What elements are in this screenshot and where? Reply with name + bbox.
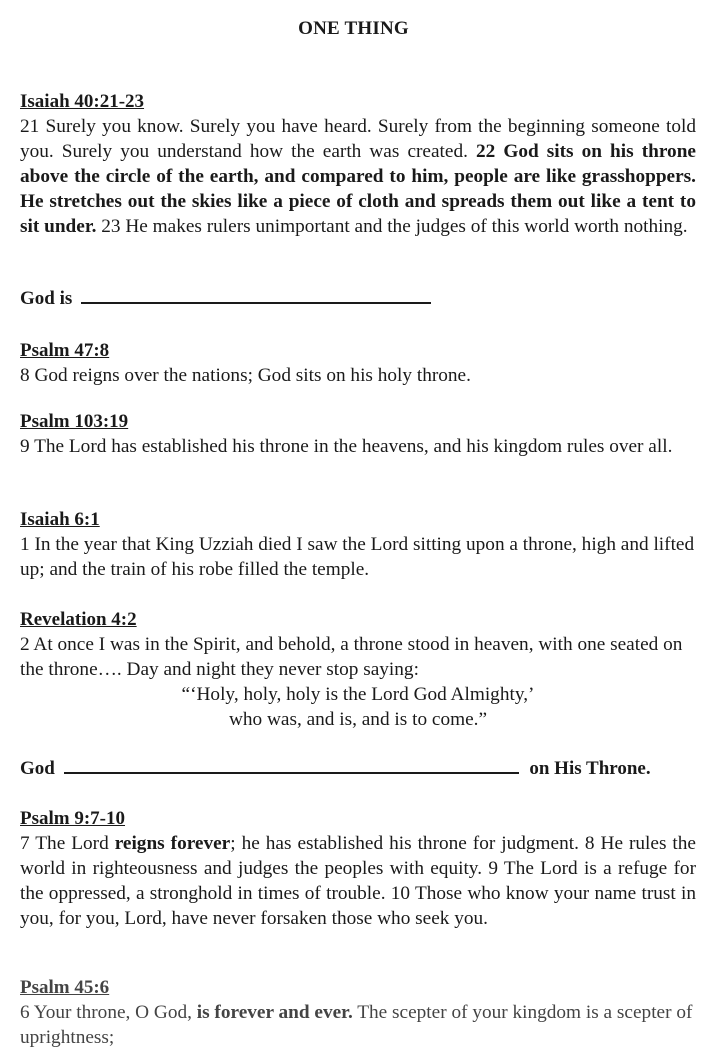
scripture-section-psalm-9 bbox=[20, 807, 696, 931]
fill-in-god-is bbox=[20, 287, 431, 311]
verse-segment: 23 He makes rulers unimportant and the judges of this world worth nothing. bbox=[96, 216, 688, 237]
verse-segment-bold: is forever and ever. bbox=[196, 1002, 353, 1023]
scripture-reference: Revelation 4:2 bbox=[20, 609, 137, 630]
verse-text bbox=[20, 434, 696, 459]
fill-in-suffix: on His Throne. bbox=[529, 758, 651, 779]
fill-in-prefix: God bbox=[20, 758, 55, 779]
scripture-section-psalm-103 bbox=[20, 410, 696, 459]
quote-line: who was, and is, and is to come.” bbox=[228, 709, 488, 730]
scripture-reference: Psalm 103:19 bbox=[20, 411, 129, 432]
page-title: ONE THING bbox=[298, 18, 409, 39]
verse-text bbox=[20, 532, 696, 582]
verse-segment: 6 Your throne, O God, bbox=[20, 1002, 197, 1023]
scripture-reference: Psalm 45:6 bbox=[20, 977, 110, 998]
verse-text bbox=[20, 114, 696, 239]
scripture-section-psalm-45 bbox=[20, 976, 696, 1050]
scripture-reference: Psalm 47:8 bbox=[20, 340, 110, 361]
fill-in-blank[interactable] bbox=[81, 288, 431, 304]
quote-line: “‘Holy, holy, holy is the Lord God Almighty,’ bbox=[181, 684, 535, 705]
verse-segment: 9 The Lord has established his throne in the heavens, and his kingdom rules over all. bbox=[20, 436, 673, 457]
verse-text bbox=[20, 1000, 696, 1050]
verse-segment: 8 God reigns over the nations; God sits on his holy throne. bbox=[20, 365, 471, 386]
scripture-reference: Psalm 9:7-10 bbox=[20, 808, 126, 829]
verse-segment-bold: reigns forever bbox=[114, 833, 231, 854]
scripture-section-isaiah-40 bbox=[20, 90, 696, 239]
verse-segment-bold: 22 God sits on his throne above the circle of the earth, and compared to him, people are like grasshoppers. He stretches out the skies like a piece of cloth and spreads them out like a tent to sit under. bbox=[20, 141, 696, 237]
verse-text bbox=[20, 363, 696, 388]
fill-in-blank[interactable] bbox=[64, 758, 519, 774]
scripture-section-psalm-47 bbox=[20, 339, 696, 388]
verse-segment: The scepter of your kingdom is a scepter of uprightness; bbox=[20, 1002, 693, 1048]
scripture-section-isaiah-6 bbox=[20, 508, 696, 582]
fill-in-prefix: God is bbox=[20, 288, 73, 309]
fill-in-god-on-throne bbox=[20, 757, 651, 781]
verse-text bbox=[20, 632, 696, 682]
verse-segment: 21 Surely you know. Surely you have heard. Surely from the beginning someone told you. Surely you understand how the earth was created. bbox=[20, 116, 696, 162]
verse-text bbox=[20, 831, 696, 931]
verse-segment: ; he has established his throne for judgment. 8 He rules the world in righteousness and judges the peoples with equity. 9 The Lord is a refuge for the oppressed, a stronghold in times of trouble. 10 Those who know your name trust in you, for you, Lord, have never forsaken those who seek you. bbox=[20, 833, 696, 929]
scripture-section-revelation-4 bbox=[20, 608, 696, 732]
scripture-reference: Isaiah 6:1 bbox=[20, 509, 100, 530]
verse-segment: 7 The Lord bbox=[20, 833, 115, 854]
verse-segment: 1 In the year that King Uzziah died I saw the Lord sitting upon a throne, high and lifted up; and the train of his robe filled the temple. bbox=[20, 534, 695, 580]
scripture-reference: Isaiah 40:21-23 bbox=[20, 91, 145, 112]
verse-segment: 2 At once I was in the Spirit, and behold, a throne stood in heaven, with one seated on the throne…. Day and night they never stop saying: bbox=[20, 634, 683, 680]
